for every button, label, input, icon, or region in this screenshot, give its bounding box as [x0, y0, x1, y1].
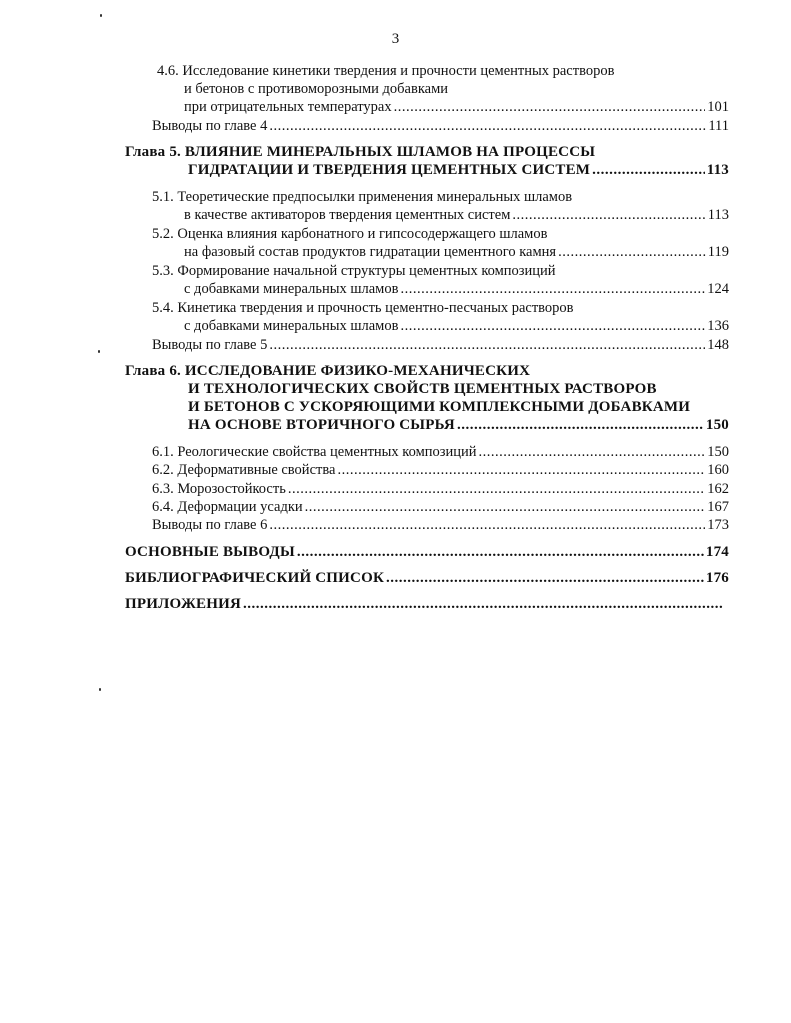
toc-entry-title: НА ОСНОВЕ ВТОРИЧНОГО СЫРЬЯ: [188, 417, 455, 433]
dot-leader: [269, 117, 706, 135]
toc-entry-page: 119: [707, 244, 729, 260]
toc-entry-4-6[interactable]: [184, 98, 729, 116]
toc-entry-6-2[interactable]: [152, 461, 729, 479]
toc-entry-5-4[interactable]: [184, 317, 729, 335]
toc-entry-appendices[interactable]: [125, 595, 725, 613]
toc-entry-title: 6.1. Реологические свойства цементных композиций: [152, 444, 477, 460]
toc-entry-chapter-6[interactable]: [188, 416, 729, 434]
toc-entry-conclusions-6[interactable]: [152, 516, 729, 534]
dot-leader: [337, 461, 705, 479]
toc-entry-page: 136: [707, 318, 729, 334]
toc-entry-title: с добавками минеральных шламов: [184, 281, 399, 297]
toc-entry-page: 124: [707, 281, 729, 297]
toc-entry-page: 173: [707, 517, 729, 533]
toc-entry-5-2[interactable]: [184, 243, 729, 261]
dot-leader: [457, 416, 704, 434]
toc-entry-4-6-line1: 4.6. Исследование кинетики твердения и прочности цементных растворов: [157, 63, 615, 79]
toc-entry-4-6-line2: и бетонов с противоморозными добавками: [184, 81, 449, 97]
toc-entry-title: на фазовый состав продуктов гидратации цементного камня: [184, 244, 557, 260]
dot-leader: [558, 243, 706, 261]
toc-entry-title: ПРИЛОЖЕНИЯ: [125, 596, 241, 612]
dot-leader: [394, 98, 706, 116]
page-number: 3: [391, 31, 400, 47]
toc-entry-title: Выводы по главе 6: [152, 517, 268, 533]
chapter-6-heading-line1: Глава 6. ИССЛЕДОВАНИЕ ФИЗИКО-МЕХАНИЧЕСКИХ: [125, 363, 531, 379]
toc-entry-6-1[interactable]: [152, 443, 729, 461]
toc-entry-title: Выводы по главе 4: [152, 118, 268, 134]
toc-entry-title: 6.4. Деформации усадки: [152, 499, 303, 515]
toc-entry-page: 174: [705, 544, 729, 560]
dot-leader: [386, 569, 704, 587]
toc-entry-page: 150: [707, 444, 729, 460]
dot-leader: [288, 480, 705, 498]
scan-speck: [98, 350, 100, 353]
toc-entry-title: 6.2. Деформативные свойства: [152, 462, 336, 478]
toc-entry-page: 111: [708, 118, 729, 134]
toc-entry-page: 160: [707, 462, 729, 478]
toc-entry-title: БИБЛИОГРАФИЧЕСКИЙ СПИСОК: [125, 570, 385, 586]
toc-entry-title: с добавками минеральных шламов: [184, 318, 399, 334]
dot-leader: [269, 516, 705, 534]
toc-entry-chapter-5[interactable]: [188, 161, 729, 179]
toc-entry-6-4[interactable]: [152, 498, 729, 516]
toc-entry-conclusions-4[interactable]: [152, 117, 729, 135]
toc-entry-page: 113: [706, 162, 729, 178]
toc-entry-page: 101: [707, 99, 729, 115]
dot-leader: [243, 595, 723, 613]
toc-entry-page: 176: [705, 570, 729, 586]
toc-entry-page: 148: [707, 337, 729, 353]
toc-entry-page: 113: [707, 207, 729, 223]
toc-entry-5-3[interactable]: [184, 280, 729, 298]
toc-entry-page: 150: [705, 417, 729, 433]
toc-entry-title: 6.3. Морозостойкость: [152, 481, 286, 497]
chapter-6-heading-line3: И БЕТОНОВ С УСКОРЯЮЩИМИ КОМПЛЕКСНЫМИ ДОБАВКАМИ: [188, 399, 691, 415]
dot-leader: [305, 498, 706, 516]
dot-leader: [512, 206, 705, 224]
toc-entry-main-conclusions[interactable]: [125, 543, 729, 561]
scan-speck: [99, 688, 101, 691]
toc-entry-6-3[interactable]: [152, 480, 729, 498]
toc-entry-page: 162: [707, 481, 729, 497]
toc-entry-title: ОСНОВНЫЕ ВЫВОДЫ: [125, 544, 295, 560]
toc-entry-title: Выводы по главе 5: [152, 337, 268, 353]
toc-entry-title: ГИДРАТАЦИИ И ТВЕРДЕНИЯ ЦЕМЕНТНЫХ СИСТЕМ: [188, 162, 591, 178]
toc-entry-5-2-line1: 5.2. Оценка влияния карбонатного и гипсосодержащего шламов: [152, 226, 548, 242]
toc-entry-5-3-line1: 5.3. Формирование начальной структуры цементных композиций: [152, 263, 556, 279]
dot-leader: [269, 336, 705, 354]
toc-entry-5-1[interactable]: [184, 206, 729, 224]
toc-entry-conclusions-5[interactable]: [152, 336, 729, 354]
dot-leader: [479, 443, 706, 461]
scan-speck: [100, 14, 102, 17]
toc-entry-title: при отрицательных температурах: [184, 99, 392, 115]
toc-entry-title: в качестве активаторов твердения цементных систем: [184, 207, 511, 223]
dot-leader: [592, 161, 705, 179]
dot-leader: [400, 317, 705, 335]
toc-entry-page: 167: [707, 499, 729, 515]
chapter-6-heading-line2: И ТЕХНОЛОГИЧЕСКИХ СВОЙСТВ ЦЕМЕНТНЫХ РАСТВОРОВ: [188, 381, 657, 397]
toc-entry-5-4-line1: 5.4. Кинетика твердения и прочность цементно-песчаных растворов: [152, 300, 574, 316]
toc-entry-bibliography[interactable]: [125, 569, 729, 587]
toc-entry-5-1-line1: 5.1. Теоретические предпосылки применения минеральных шламов: [152, 189, 573, 205]
chapter-5-heading-line1: Глава 5. ВЛИЯНИЕ МИНЕРАЛЬНЫХ ШЛАМОВ НА ПРОЦЕССЫ: [125, 144, 596, 160]
dot-leader: [400, 280, 705, 298]
dot-leader: [297, 543, 704, 561]
